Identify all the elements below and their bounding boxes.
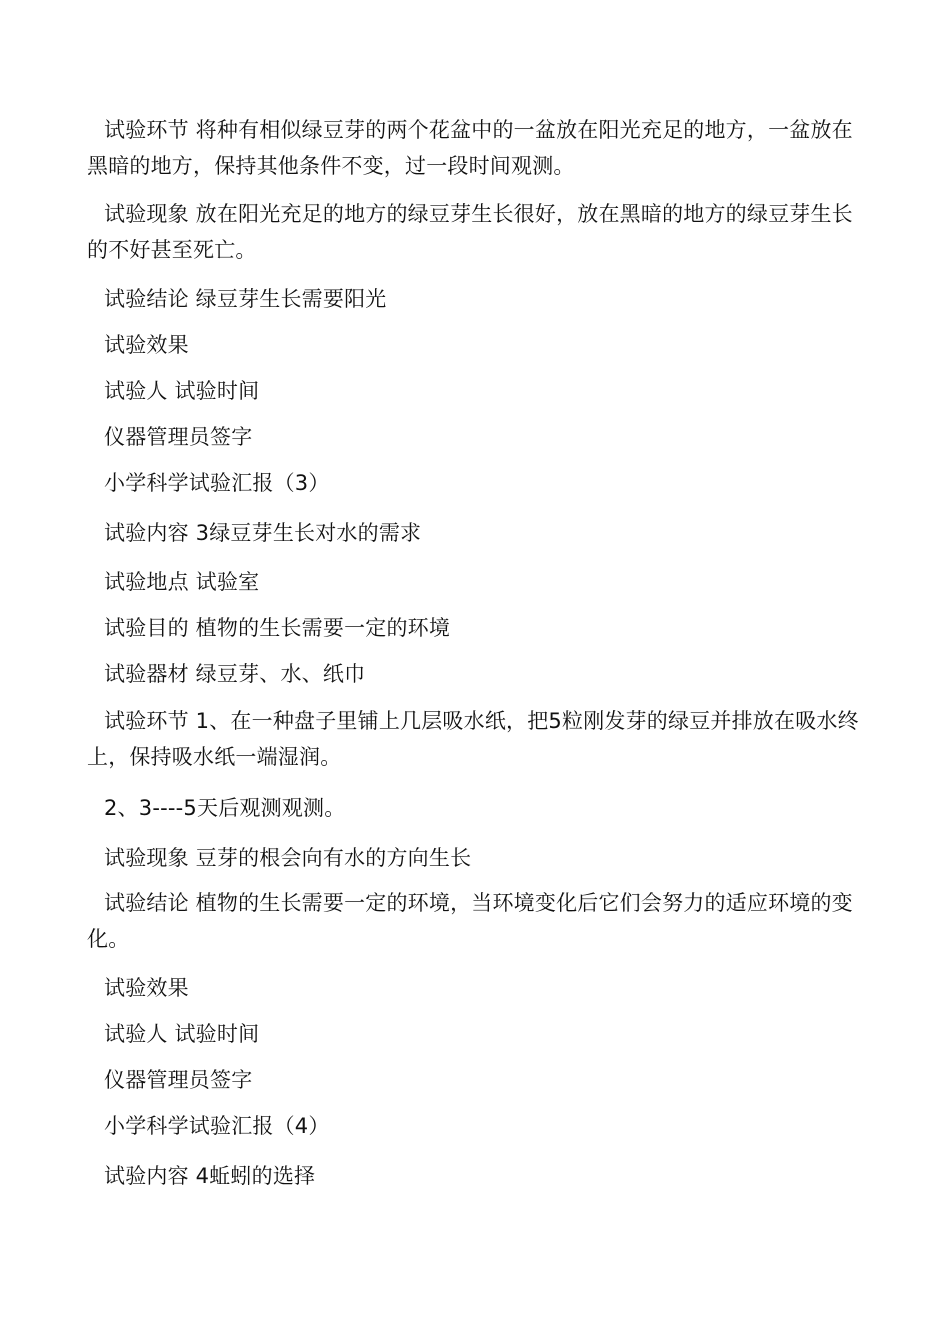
report-title-3: 小学科学试验汇报（3）: [104, 471, 330, 495]
paragraph-signature-3: 仪器管理员签字: [104, 1068, 253, 1092]
paragraph-signature-1: 仪器管理员签字: [104, 425, 253, 449]
paragraph-content-4: 试验内容 4蚯蚓的选择: [104, 1164, 316, 1188]
paragraph-phenomenon-1: 试验现象 放在阳光充足的地方的绿豆芽生长很好，放在黑暗的地方的绿豆芽生长的不好甚至死亡。: [87, 202, 853, 262]
paragraph-conclusion-3: 试验结论 植物的生长需要一定的环境，当环境变化后它们会努力的适应环境的变化。: [87, 891, 853, 951]
paragraph-effect-1: 试验效果: [104, 333, 189, 357]
paragraph-conclusion-1: 试验结论 绿豆芽生长需要阳光: [104, 287, 387, 311]
paragraph-location-3: 试验地点 试验室: [104, 570, 260, 594]
paragraph-content-3: 试验内容 3绿豆芽生长对水的需求: [104, 521, 422, 545]
paragraph-equipment-3: 试验器材 绿豆芽、水、纸巾: [104, 662, 366, 686]
paragraph-purpose-3: 试验目的 植物的生长需要一定的环境: [104, 616, 451, 640]
paragraph-procedure-3: 试验环节 1、在一种盘子里铺上几层吸水纸，把5粒刚发芽的绿豆并排放在吸水终上，保持吸水纸一端湿润。: [87, 709, 859, 769]
paragraph-phenomenon-3: 试验现象 豆芽的根会向有水的方向生长: [104, 846, 472, 870]
paragraph-procedure-step-2: 2、3----5天后观测观测。: [104, 796, 346, 820]
paragraph-person-time-1: 试验人 试验时间: [104, 379, 260, 403]
paragraph-effect-3: 试验效果: [104, 976, 189, 1000]
paragraph-person-time-3: 试验人 试验时间: [104, 1022, 260, 1046]
report-title-4: 小学科学试验汇报（4）: [104, 1114, 330, 1138]
paragraph-procedure-1: 试验环节 将种有相似绿豆芽的两个花盆中的一盆放在阳光充足的地方，一盆放在黑暗的地方，保持其他条件不变，过一段时间观测。: [87, 118, 853, 178]
